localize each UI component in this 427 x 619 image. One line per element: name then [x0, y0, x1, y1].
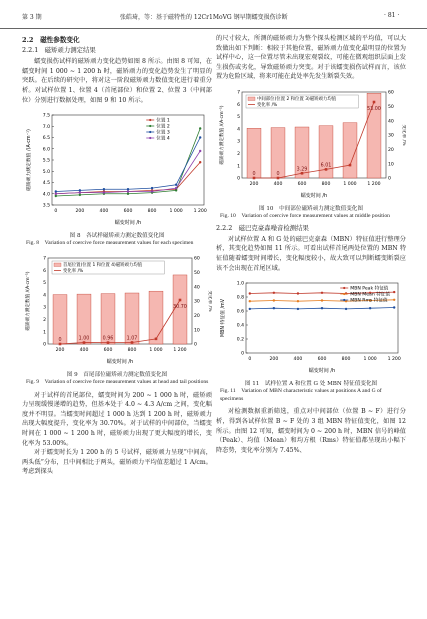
y-tick-label: 1 [43, 330, 46, 336]
y-tick-label: 7 [43, 256, 46, 262]
page-header [0, 6, 427, 29]
y-tick-label: 7.0 [42, 125, 50, 131]
x-axis-label: 蠕变时间 /h [300, 193, 328, 200]
figure-caption-cn: 图 10 中间部位磁矫顽力测定数值变化图 [259, 205, 363, 212]
x-tick-label: 400 [273, 182, 283, 188]
legend-swatch [248, 97, 255, 101]
data-point [321, 307, 323, 309]
y2-tick-label: 30 [194, 299, 200, 305]
data-point [321, 292, 323, 294]
rate-point [301, 172, 304, 175]
x-tick-label: 800 [147, 209, 157, 215]
data-point [249, 292, 251, 294]
figure-8 [22, 109, 212, 231]
figure-caption-en: Fig. 10 Variation of coercive force measurement values at middle position [220, 213, 390, 220]
y-tick-label: 0.6 [236, 309, 244, 315]
data-point [249, 300, 251, 302]
legend-label: 位置 4 [156, 136, 170, 142]
subsection-heading: 2.2.1 磁矫顽力测定结果 [22, 46, 96, 55]
rate-point [107, 341, 110, 344]
x-tick-label: 200 [55, 347, 65, 353]
x-tick-label: 800 [341, 357, 351, 363]
data-point [103, 188, 105, 190]
y2-tick-label: 0 [194, 342, 197, 348]
paragraph: 的尺寸较大，所测的磁矫顽力为整个探头检测区域的平均值，可以大致做出如下判断：相较于其他位置，磁矫顽力值变化最明显的位置为试样中心，这一位置尽管未出现宏观裂纹，可能在微观组织层面上发生损伤或劣化，导致磁矫顽力突变。对于该蠕变损伤试样而言，该位置为危险区域，将来可能在此处率先发生断裂失效。 [216, 35, 406, 81]
figure-caption-en: Fig. 8 Variation of coercive force measurement values for each specimen [26, 240, 194, 247]
y-tick-label: 6 [237, 102, 240, 108]
rate-point [325, 168, 328, 171]
y-tick-label: 0.4 [236, 323, 244, 329]
legend-label: 位置 2 [156, 124, 170, 130]
y-tick-label: 0.8 [236, 295, 244, 301]
y-tick-label: 4 [237, 127, 240, 133]
y-tick-label: 3 [43, 305, 46, 311]
x-tick-label: 200 [269, 357, 279, 363]
data-point [151, 190, 153, 192]
y-tick-label: 7.5 [42, 113, 50, 119]
y-tick-label: 5 [43, 281, 46, 287]
paragraph: 对试样位置 A 和 G 处的磁巴克豪森（MBN）特征值进行整理分析，其变化趋势如图 11 所示。可看出试样首尾两处位置的 MBN 特征值随着蠕变时间增长，变化幅度较小，故大致可以判断蠕变断裂应该不会出现在首尾区域。 [216, 235, 406, 272]
data-point [127, 188, 129, 190]
figure-caption-en: Fig. 9 Variation of coercive force measurement values at head and tail positions [26, 379, 209, 386]
x-axis-label: 蠕变时间 /h [308, 368, 336, 375]
rate-point [373, 101, 376, 104]
data-point [393, 291, 395, 293]
x-tick-label: 1 000 [169, 209, 183, 215]
data-point [103, 192, 105, 194]
series-line [56, 151, 200, 194]
data-point [151, 187, 153, 189]
y2-axis-label: 变化率 /% [207, 290, 212, 312]
data-label: 30.70 [173, 304, 187, 310]
x-tick-label: 200 [75, 209, 85, 215]
x-tick-label: 600 [123, 209, 133, 215]
legend-label: 中间部位(位置 2 和位置 3)磁矫顽力均值 [257, 97, 337, 103]
legend-marker [149, 137, 151, 139]
series-line [56, 129, 200, 197]
x-tick-label: 1 000 [149, 347, 163, 353]
y2-tick-label: 10 [194, 328, 200, 334]
y2-tick-label: 60 [388, 90, 394, 96]
y-tick-label: 2 [237, 152, 240, 158]
data-point [297, 300, 299, 302]
y-tick-label: 5.0 [42, 170, 50, 176]
y-tick-label: 4.0 [42, 192, 50, 198]
data-point [393, 306, 395, 308]
data-label: 3.29 [296, 167, 308, 173]
y-tick-label: 4 [43, 293, 46, 299]
y-axis-label: 磁矫顽力测定数值 /(A·cm⁻¹) [220, 105, 225, 165]
x-tick-label: 600 [297, 182, 307, 188]
subsection-heading: 2.2.2 磁巴克豪森噪音检测结果 [216, 223, 309, 232]
data-point [321, 299, 323, 301]
data-point [79, 192, 81, 194]
rate-point [277, 177, 280, 180]
figure-11 [216, 277, 406, 379]
y-tick-label: 2 [43, 317, 46, 323]
y-tick-label: 7 [237, 90, 240, 96]
x-tick-label: 0 [248, 357, 252, 363]
legend-label: MBN Rms 特征值 [350, 298, 388, 304]
y-axis-label: MBN 特征值 /mV [221, 299, 226, 338]
bar [149, 291, 163, 344]
bar [367, 93, 381, 178]
y2-tick-label: 50 [388, 104, 394, 110]
data-point [127, 193, 129, 195]
data-point [55, 195, 57, 197]
paragraph: 蠕变损伤试样的磁矫顽力变化趋势如图 8 所示。由图 8 可知，在蠕变时间 1 000 ~ 1 200 h 时，磁矫顽力的变化趋势发生了明显的突跃。在后续的研究中，将对这一阶段磁矫顽力数值变化进行着重分析。对试样位置 1、位置 4（首尾部位）和位置 2、位置 3（中间部位）分别进行数据处理，如图 9 和 10 所示。 [22, 58, 212, 104]
paragraph: 对于试样的首尾部位，蠕变时间为 200 ~ 1 000 h 时，磁矫顽力呈现缓慢递增的趋势，但基本处于 4.0 ~ 4.3 A/cm 之间，变化幅度并不明显。当蠕变时间超过 1 000 h 达到 1 200 h 时，磁矫顽力出现大幅度提升，变化率为 30.70%。对于试样的中间部位，当蠕变时间在 1 000 ~ 1 200 h 时，磁矫顽力出现了更大幅度的增长，变化率为 53.00%。 [22, 391, 212, 447]
y2-tick-label: 60 [194, 256, 200, 262]
page-number: · 81 · [384, 12, 400, 19]
data-label: 1.00 [78, 336, 90, 342]
bar [343, 123, 357, 178]
legend-marker [343, 299, 345, 301]
y-tick-label: 5.5 [42, 158, 50, 164]
y-tick-label: 0 [43, 342, 46, 348]
y2-tick-label: 20 [388, 147, 394, 153]
bar [247, 128, 261, 178]
data-point [55, 193, 57, 195]
rate-point [253, 177, 256, 180]
fig8-chart [22, 109, 212, 227]
bar [271, 128, 285, 178]
data-point [249, 308, 251, 310]
data-point [273, 299, 275, 301]
rate-point [155, 337, 158, 340]
issue-number: 第 3 期 [22, 14, 42, 21]
data-point [79, 189, 81, 191]
data-point [199, 136, 201, 138]
x-axis-label: 蠕变时间 /h [114, 220, 142, 227]
x-tick-label: 1 200 [387, 357, 401, 363]
y-tick-label: 6.5 [42, 136, 50, 142]
legend-label: 位置 3 [156, 130, 170, 136]
data-point [175, 184, 177, 186]
y-tick-label: 6.0 [42, 147, 50, 153]
legend-marker [343, 287, 345, 289]
figure-caption-en: Fig. 11 Variation of MBN characteristic values at positions A and G of specimens [220, 388, 382, 402]
y-tick-label: 0 [241, 351, 244, 357]
y-tick-label: 0 [237, 176, 240, 182]
y-tick-label: 3.5 [42, 203, 50, 209]
rate-point [83, 341, 86, 344]
data-point [393, 299, 395, 301]
legend-label: MBN Mean 特征值 [350, 292, 391, 298]
y2-tick-label: 40 [194, 285, 200, 291]
figure-caption-cn: 图 8 各试样磁矫顽力测定数值变化图 [69, 232, 165, 239]
fig9-chart [22, 252, 212, 366]
data-point [273, 307, 275, 309]
y-tick-label: 1.0 [236, 281, 244, 287]
x-tick-label: 0 [54, 209, 58, 215]
data-point [55, 190, 57, 192]
data-label: 1.07 [126, 336, 138, 342]
legend-label: 首尾位置(位置 1 和位置 4)磁矫顽力均值 [63, 263, 143, 269]
paragraph: 对于蠕变时长为 1 200 h 的 5 号试样，磁矫顽力呈现“中间高，两头低”分布，且中间相比于两头，磁矫顽力平均值差超过 1 A/cm。考虑到探头 [22, 449, 212, 476]
y2-tick-label: 0 [388, 176, 391, 182]
section-heading: 2.2 磁性参数变化 [22, 36, 80, 44]
rate-point [59, 343, 62, 346]
x-axis-label: 蠕变时间 /h [106, 358, 134, 365]
x-tick-label: 400 [99, 209, 109, 215]
x-tick-label: 400 [293, 357, 303, 363]
data-label: 0 [276, 172, 280, 178]
paragraph: 对检测数据重新筛选，重点对中间部位（位置 B ~ F）进行分析，得到各试样位置 B ~ F 处的 3 组 MBN 特征值变化，如图 12 所示。由图 12 可知，蠕变时间为 0 ~ 200 h 时，MBN 信号的峰值（Peak）、均值（Mean）和均方根（Rms）特征值都呈现出小幅下降态势，变化率分别为 7.45%、 [216, 408, 406, 454]
x-tick-label: 1 200 [367, 182, 381, 188]
right-column [216, 34, 406, 455]
fig10-chart [216, 86, 406, 200]
data-point [297, 308, 299, 310]
legend-marker [343, 293, 345, 295]
legend-marker [149, 125, 151, 127]
y-tick-label: 5 [237, 115, 240, 121]
fig11-chart [216, 277, 406, 375]
x-tick-label: 1 200 [193, 209, 207, 215]
legend-marker [149, 131, 151, 133]
x-tick-label: 600 [103, 347, 113, 353]
rate-point [131, 341, 134, 344]
legend-label: MBN Peak 特征值 [350, 286, 389, 292]
figure-caption-cn: 图 9 首尾部位磁矫顽力测定数值变化图 [66, 371, 168, 378]
figure-caption-cn: 图 11 试样位置 A 和位置 G 处 MBN 特征值变化图 [244, 380, 378, 387]
figure-10 [216, 86, 406, 204]
data-point [199, 127, 201, 129]
legend-label: 变化率 /% [63, 269, 84, 275]
legend-marker [149, 119, 151, 121]
left-column [22, 34, 212, 477]
running-title: 张皓琦，等：基于磁特性的 12Cr1MoVG 钢早期蠕变损伤诊断 [120, 14, 288, 21]
data-label: 0 [252, 172, 256, 178]
data-point [273, 292, 275, 294]
rate-point [179, 299, 182, 302]
y-tick-label: 0.2 [236, 337, 244, 343]
data-point [199, 161, 201, 163]
data-point [175, 187, 177, 189]
y-tick-label: 4.5 [42, 181, 50, 187]
data-point [79, 194, 81, 196]
legend-label: 位置 1 [156, 118, 170, 124]
data-label: 53.00 [367, 107, 381, 113]
legend-label: 变化率 /% [257, 103, 278, 109]
data-point [297, 292, 299, 294]
y2-tick-label: 20 [194, 313, 200, 319]
x-tick-label: 600 [317, 357, 327, 363]
x-tick-label: 800 [321, 182, 331, 188]
data-point [175, 189, 177, 191]
data-label: 6.01 [320, 163, 332, 169]
figure-9 [22, 252, 212, 370]
data-label: 0.96 [102, 336, 114, 342]
x-tick-label: 1 000 [343, 182, 357, 188]
x-tick-label: 200 [249, 182, 259, 188]
data-point [345, 308, 347, 310]
data-label: 0 [58, 337, 62, 343]
y-axis-label: 磁矫顽力测定数值 /(A·cm⁻¹) [26, 271, 31, 331]
legend-swatch [54, 263, 61, 267]
x-tick-label: 400 [79, 347, 89, 353]
y-axis-label: 磁矫顽力测定数值 /(A·cm⁻¹) [27, 129, 32, 192]
data-point [199, 150, 201, 152]
y-tick-label: 6 [43, 268, 46, 274]
y2-axis-label: 变化率 /% [401, 124, 406, 146]
y-tick-label: 1 [237, 164, 240, 170]
x-tick-label: 1 000 [363, 357, 377, 363]
x-tick-label: 800 [127, 347, 137, 353]
y2-tick-label: 30 [388, 133, 394, 139]
data-point [127, 190, 129, 192]
rate-point [349, 164, 352, 167]
data-point [369, 307, 371, 309]
y-tick-label: 3 [237, 139, 240, 145]
y2-tick-label: 10 [388, 162, 394, 168]
y2-tick-label: 40 [388, 119, 394, 125]
y2-tick-label: 50 [194, 270, 200, 276]
x-tick-label: 1 200 [173, 347, 187, 353]
bar [53, 295, 67, 344]
